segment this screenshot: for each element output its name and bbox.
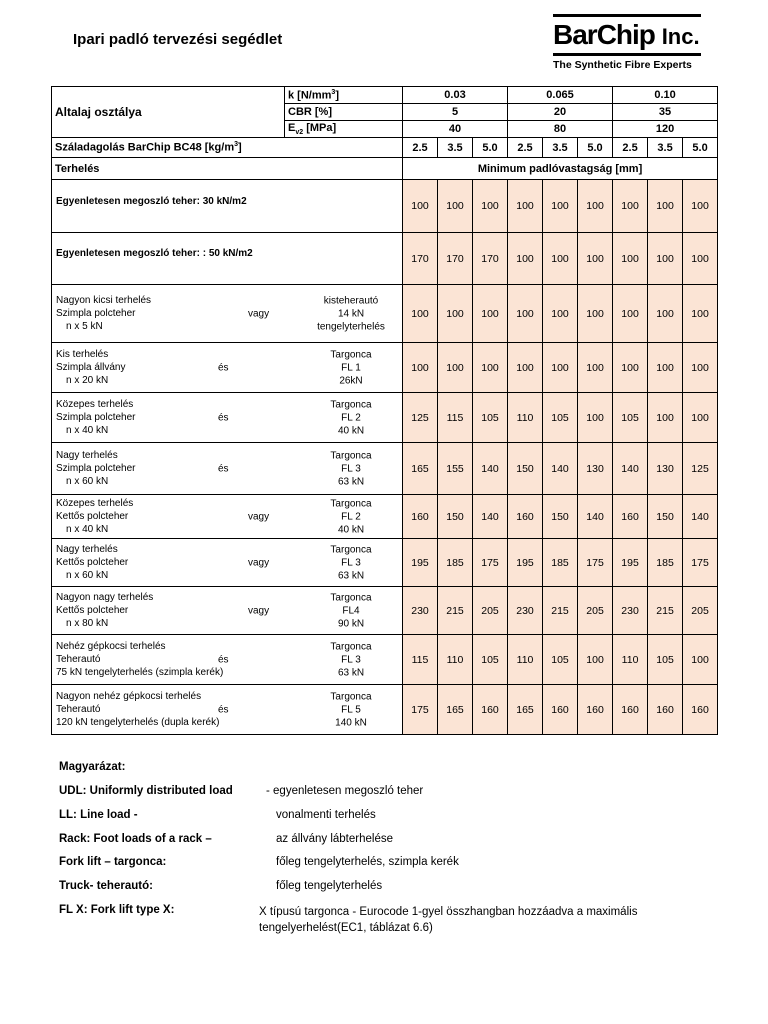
thickness-value: 110 [508, 635, 543, 685]
load-equivalent-line: 63 kN [337, 667, 365, 678]
load-line: Kis terhelés [56, 349, 109, 360]
load-line: Nagyon nehéz gépkocsi terhelés [56, 691, 202, 702]
fiber-dosage-value: 3.5 [648, 138, 683, 158]
thickness-value: 100 [578, 285, 613, 343]
thickness-value: 100 [508, 343, 543, 393]
load-line: Egyenletesen megoszló teher: 30 kN/m2 [56, 195, 247, 207]
thickness-value: 115 [403, 635, 438, 685]
load-line: 120 kN tengelyterhelés (dupla kerék) [56, 717, 220, 728]
thickness-value: 160 [473, 685, 508, 735]
load-description [52, 285, 403, 343]
load-equivalent-line: FL 2 [341, 511, 361, 522]
thickness-value: 195 [613, 539, 648, 587]
load-connector: és [218, 463, 229, 474]
load-line: n x 40 kN [66, 425, 109, 436]
load-line: 75 kN tengelyterhelés (szimpla kerék) [56, 667, 224, 678]
thickness-value: 185 [543, 539, 578, 587]
load-line: Kettős polcteher [56, 605, 129, 616]
load-equivalent-line: Targonca [330, 544, 372, 555]
thickness-value: 100 [403, 180, 438, 233]
thickness-value: 100 [648, 343, 683, 393]
param-label: k $[N/mm^3]$ [285, 87, 403, 104]
param-label: CBR [%] [285, 104, 403, 121]
thickness-value: 115 [438, 393, 473, 443]
thickness-value: 100 [438, 180, 473, 233]
thickness-value: 215 [648, 587, 683, 635]
thickness-value: 105 [613, 393, 648, 443]
thickness-value: 100 [578, 393, 613, 443]
thickness-value: 100 [578, 343, 613, 393]
load-line: n x 80 kN [66, 618, 109, 629]
thickness-value: 105 [473, 635, 508, 685]
load-equivalent-line: 63 kN [337, 476, 365, 487]
thickness-value: 195 [508, 539, 543, 587]
load-description [52, 495, 403, 539]
thickness-value: 100 [543, 343, 578, 393]
load-equivalent-line: FL 3 [341, 463, 361, 474]
thickness-value: 195 [403, 539, 438, 587]
thickness-value: 205 [578, 587, 613, 635]
load-equivalent-line: Targonca [330, 450, 372, 461]
load-row [52, 443, 718, 495]
param-value: 0.10 [613, 87, 718, 104]
fiber-dosage-value: 2.5 [613, 138, 648, 158]
legend-term: Rack: Foot loads of a rack – [59, 833, 212, 845]
fiber-dosage-value: 5.0 [578, 138, 613, 158]
load-line: Nagy terhelés [56, 544, 118, 555]
thickness-value: 125 [683, 443, 718, 495]
thickness-value: 100 [648, 285, 683, 343]
thickness-value: 175 [403, 685, 438, 735]
min-thickness-header: Minimum padlóvastagság [mm] [403, 158, 718, 180]
load-description [52, 587, 403, 635]
load-equivalent-line: 140 kN [335, 717, 367, 728]
load-line: n x 20 kN [66, 375, 109, 386]
thickness-value: 100 [508, 233, 543, 285]
load-equivalent-line: FL 1 [341, 362, 361, 373]
fiber-dosage-value: 2.5 [508, 138, 543, 158]
load-description [52, 539, 403, 587]
load-row [52, 539, 718, 587]
thickness-value: 150 [438, 495, 473, 539]
load-row [52, 233, 718, 285]
thickness-value: 100 [473, 285, 508, 343]
thickness-value: 140 [683, 495, 718, 539]
thickness-value: 165 [438, 685, 473, 735]
load-line: Nagyon nagy terhelés [56, 592, 154, 603]
thickness-value: 215 [543, 587, 578, 635]
thickness-value: 165 [508, 685, 543, 735]
load-row [52, 393, 718, 443]
thickness-value: 100 [683, 343, 718, 393]
param-value: 0.03 [403, 87, 508, 104]
thickness-value: 100 [683, 635, 718, 685]
thickness-value: 100 [683, 285, 718, 343]
load-description [52, 343, 403, 393]
load-equivalent-line: kisteherautó [323, 295, 379, 306]
thickness-value: 140 [473, 495, 508, 539]
load-header: Terhelés [52, 158, 403, 180]
load-equivalent-line: 26kN [339, 375, 363, 386]
load-line: Szimpla polcteher [56, 412, 136, 423]
load-row [52, 685, 718, 735]
thickness-value: 105 [473, 393, 508, 443]
load-line: Egyenletesen megoszló teher: : 50 kN/m2 [56, 248, 253, 259]
load-connector: és [218, 704, 229, 715]
load-line: Teherautó [56, 704, 101, 715]
load-line: Szimpla állvány [56, 362, 126, 373]
thickness-value: 100 [473, 343, 508, 393]
legend-definition: - egyenletesen megoszló teher [266, 785, 424, 797]
thickness-value: 170 [403, 233, 438, 285]
thickness-value: 170 [438, 233, 473, 285]
thickness-value: 175 [578, 539, 613, 587]
load-description [52, 685, 403, 735]
logo-tagline: The Synthetic Fibre Experts [553, 59, 692, 71]
load-line: Közepes terhelés [56, 399, 134, 410]
load-line: Teherautó [56, 654, 101, 665]
floor-thickness-table [51, 86, 718, 735]
param-value: 35 [613, 104, 718, 121]
thickness-value: 105 [543, 393, 578, 443]
legend-definition: az állvány lábterhelése [276, 833, 393, 845]
thickness-value: 100 [438, 285, 473, 343]
load-row [52, 495, 718, 539]
thickness-value: 100 [403, 285, 438, 343]
thickness-value: 100 [578, 635, 613, 685]
thickness-value: 140 [613, 443, 648, 495]
load-description [52, 393, 403, 443]
thickness-value: 100 [648, 233, 683, 285]
load-connector: vagy [248, 308, 270, 319]
load-equivalent-line: 40 kN [337, 425, 365, 436]
load-line: Nehéz gépkocsi terhelés [56, 641, 166, 652]
load-line: Szimpla polcteher [56, 463, 136, 474]
load-equivalent-line: FL 3 [341, 654, 361, 665]
thickness-value: 175 [473, 539, 508, 587]
thickness-value: 110 [508, 393, 543, 443]
legend-term: Truck- teherautó: [59, 880, 153, 892]
logo-name: BarChip [553, 19, 655, 50]
thickness-value: 160 [508, 495, 543, 539]
thickness-value: 110 [438, 635, 473, 685]
thickness-value: 160 [403, 495, 438, 539]
thickness-value: 205 [473, 587, 508, 635]
thickness-value: 100 [613, 285, 648, 343]
param-value: 40 [403, 121, 508, 138]
load-description [52, 233, 403, 285]
thickness-value: 160 [613, 495, 648, 539]
load-connector: vagy [248, 511, 270, 522]
fiber-dosage-label: Száladagolás BarChip BC48 $[kg/m^3]$ [52, 138, 403, 158]
legend-definition: főleg tengelyterhelés, szimpla kerék [276, 856, 459, 868]
thickness-value: 100 [613, 233, 648, 285]
load-equivalent-line: FL 3 [341, 557, 361, 568]
load-equivalent-line: Targonca [330, 592, 372, 603]
thickness-value: 160 [683, 685, 718, 735]
load-description [52, 180, 403, 233]
logo-suffix: Inc. [661, 24, 700, 49]
load-line: Közepes terhelés [56, 498, 134, 509]
load-row [52, 635, 718, 685]
load-row [52, 180, 718, 233]
thickness-value: 100 [683, 180, 718, 233]
load-connector: és [218, 654, 229, 665]
thickness-value: 100 [543, 233, 578, 285]
thickness-value: 100 [648, 393, 683, 443]
load-equivalent-line: Targonca [330, 641, 372, 652]
load-line: n x 60 kN [66, 570, 109, 581]
thickness-value: 100 [473, 180, 508, 233]
thickness-value: 230 [508, 587, 543, 635]
load-equivalent-line: 63 kN [337, 570, 365, 581]
thickness-value: 100 [508, 285, 543, 343]
thickness-value: 215 [438, 587, 473, 635]
thickness-value: 100 [508, 180, 543, 233]
thickness-value: 110 [613, 635, 648, 685]
thickness-value: 105 [648, 635, 683, 685]
legend-definition: X típusú targonca - Eurocode 1-gyel összhangban hozzáadva a maximális tengelyerhelést(EC1, táblázat 6.6) [259, 906, 638, 934]
thickness-value: 150 [508, 443, 543, 495]
thickness-value: 205 [683, 587, 718, 635]
load-line: n x 60 kN [66, 476, 109, 487]
subgrade-label: Altalaj osztálya [52, 87, 285, 138]
load-row [52, 343, 718, 393]
load-description [52, 635, 403, 685]
load-equivalent-line: 40 kN [337, 524, 365, 535]
thickness-value: 155 [438, 443, 473, 495]
param-value: 5 [403, 104, 508, 121]
load-row [52, 285, 718, 343]
thickness-value: 100 [543, 180, 578, 233]
load-connector: és [218, 412, 229, 423]
load-line: n x 5 kN [66, 321, 103, 332]
legend-definition: vonalmenti terhelés [276, 809, 376, 821]
load-equivalent-line: Targonca [330, 399, 372, 410]
load-line: Kettős polcteher [56, 557, 129, 568]
param-value: 0.065 [508, 87, 613, 104]
thickness-value: 140 [543, 443, 578, 495]
load-equivalent-line: Targonca [330, 498, 372, 509]
fiber-dosage-value: 3.5 [438, 138, 473, 158]
thickness-value: 165 [403, 443, 438, 495]
load-line: Kettős polcteher [56, 511, 129, 522]
thickness-value: 230 [613, 587, 648, 635]
load-equivalent-line: 14 kN [337, 308, 365, 319]
legend-title: Magyarázat: [59, 761, 126, 773]
param-value: 120 [613, 121, 718, 138]
thickness-value: 100 [613, 343, 648, 393]
fiber-dosage-value: 2.5 [403, 138, 438, 158]
thickness-value: 160 [648, 685, 683, 735]
thickness-value: 125 [403, 393, 438, 443]
load-line: Nagyon kicsi terhelés [56, 295, 152, 306]
thickness-value: 100 [648, 180, 683, 233]
thickness-value: 175 [683, 539, 718, 587]
load-connector: vagy [248, 557, 270, 568]
param-label: $E_{v2}$ [MPa] [285, 121, 403, 138]
fiber-dosage-value: 3.5 [543, 138, 578, 158]
thickness-value: 140 [473, 443, 508, 495]
load-connector: és [218, 362, 229, 373]
load-connector: vagy [248, 605, 270, 616]
thickness-value: 130 [578, 443, 613, 495]
load-equivalent-line: Targonca [330, 349, 372, 360]
load-equivalent-line: FL 5 [341, 704, 361, 715]
load-line: Nagy terhelés [56, 450, 118, 461]
thickness-value: 160 [543, 685, 578, 735]
thickness-value: 185 [648, 539, 683, 587]
load-description [52, 443, 403, 495]
legend-term: FL X: Fork lift type X: [59, 904, 175, 916]
param-value: 80 [508, 121, 613, 138]
load-line: n x 40 kN [66, 524, 109, 535]
thickness-value: 100 [403, 343, 438, 393]
thickness-value: 100 [578, 180, 613, 233]
legend-term: Fork lift – targonca: [59, 856, 167, 868]
thickness-value: 150 [543, 495, 578, 539]
load-equivalent-line: tengelyterhelés [317, 321, 385, 332]
page-title: Ipari padló tervezési segédlet [73, 31, 283, 48]
load-equivalent-line: 90 kN [337, 618, 365, 629]
legend-term: UDL: Uniformly distributed load [59, 785, 233, 797]
thickness-value: 230 [403, 587, 438, 635]
thickness-value: 140 [578, 495, 613, 539]
load-line: Szimpla polcteher [56, 308, 136, 319]
load-row [52, 587, 718, 635]
thickness-value: 105 [543, 635, 578, 685]
load-equivalent-line: Targonca [330, 691, 372, 702]
load-equivalent-line: FL 2 [341, 412, 361, 423]
load-equivalent-line: FL4 [342, 605, 360, 616]
barchip-logo [553, 14, 705, 74]
thickness-value: 100 [613, 180, 648, 233]
thickness-value: 130 [648, 443, 683, 495]
thickness-value: 100 [683, 233, 718, 285]
legend-term: LL: Line load - [59, 809, 138, 821]
thickness-value: 160 [578, 685, 613, 735]
thickness-value: 150 [648, 495, 683, 539]
fiber-dosage-value: 5.0 [683, 138, 718, 158]
thickness-value: 100 [438, 343, 473, 393]
param-value: 20 [508, 104, 613, 121]
legend-definition: főleg tengelyterhelés [276, 880, 383, 892]
thickness-value: 100 [578, 233, 613, 285]
thickness-value: 170 [473, 233, 508, 285]
thickness-value: 185 [438, 539, 473, 587]
fiber-dosage-value: 5.0 [473, 138, 508, 158]
thickness-value: 160 [613, 685, 648, 735]
thickness-value: 100 [683, 393, 718, 443]
thickness-value: 100 [543, 285, 578, 343]
